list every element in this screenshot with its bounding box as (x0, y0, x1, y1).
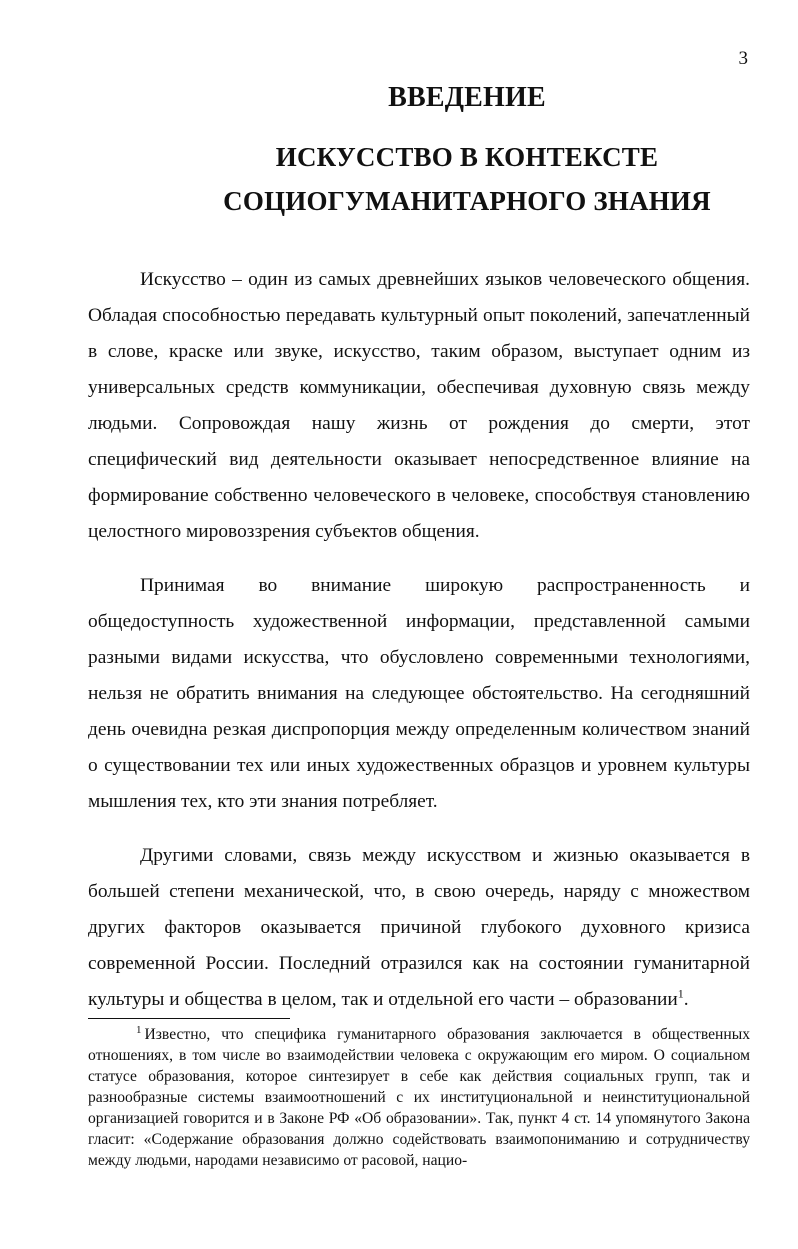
section-title: ВВЕДЕНИЕ (388, 82, 546, 113)
page-number: 3 (738, 48, 748, 69)
paragraph-2: Принимая во внимание широкую распространенность и общедоступность художественной информации, представленной самыми разными видами искусства, что обусловлено современными технологиями, нельзя не обратить внимания на следующее обстоятельство. На сегодняшний день очевидна резкая диспропорция между определенным количеством знаний о существовании тех или иных художественных образцов и уровнем культуры мышления тех, кто эти знания потребляет. (88, 575, 750, 812)
footnote-reference: 1 (677, 986, 684, 1001)
paragraph-3-end: . (683, 989, 689, 1010)
footnote (88, 1024, 750, 1171)
paragraph-1: Искусство – один из самых древнейших языков человеческого общения. Обладая способностью передавать культурный опыт поколений, запечатленный в слове, краске или звуке, искусство, таким образом, выступает одним из универсальных средств коммуникации, обеспечивая духовную связь между людьми. Сопровождая нашу жизнь от рождения до смерти, этот специфический вид деятельности оказывает непосредственное влияние на формирование собственно человеческого в человеке, способствуя становлению целостного мировоззрения субъектов общения. (88, 269, 750, 542)
footnote-divider (88, 1018, 290, 1019)
footnote-text: Известно, что специфика гуманитарного образования заключается в общественных отношениях, в том числе во взаимодействии человека с окружающим его миром. О социальном статусе образования, которое синтезирует в себе как действия социальных групп, так и разнообразные системы взаимоотношений с их институциональной и неинституциональной организацией говорится и в Законе РФ «Об образовании». Так, пункт 4 ст. 14 упомянутого Закона гласит: «Содержание образования должно содействовать взаимопониманию и сотрудничеству между людьми, народами независимо от расовой, нацио- (88, 1026, 750, 1169)
paragraph-3 (88, 838, 750, 1018)
footnote-marker: 1 (136, 1023, 142, 1036)
body-text (88, 262, 750, 1018)
subtitle-line-1: ИСКУССТВО В КОНТЕКСТЕ (275, 142, 659, 172)
subtitle-line-2: СОЦИОГУМАНИТАРНОГО ЗНАНИЯ (223, 186, 711, 216)
paragraph-3-text: Другими словами, связь между искусством и жизнью оказывается в большей степени механической, что, в свою очередь, наряду с множеством других факторов оказывается причиной глубокого духовного кризиса современной России. Последний отразился как на состоянии гуманитарной культуры и общества в целом, так и отдельной его части – образовании (88, 845, 750, 1010)
